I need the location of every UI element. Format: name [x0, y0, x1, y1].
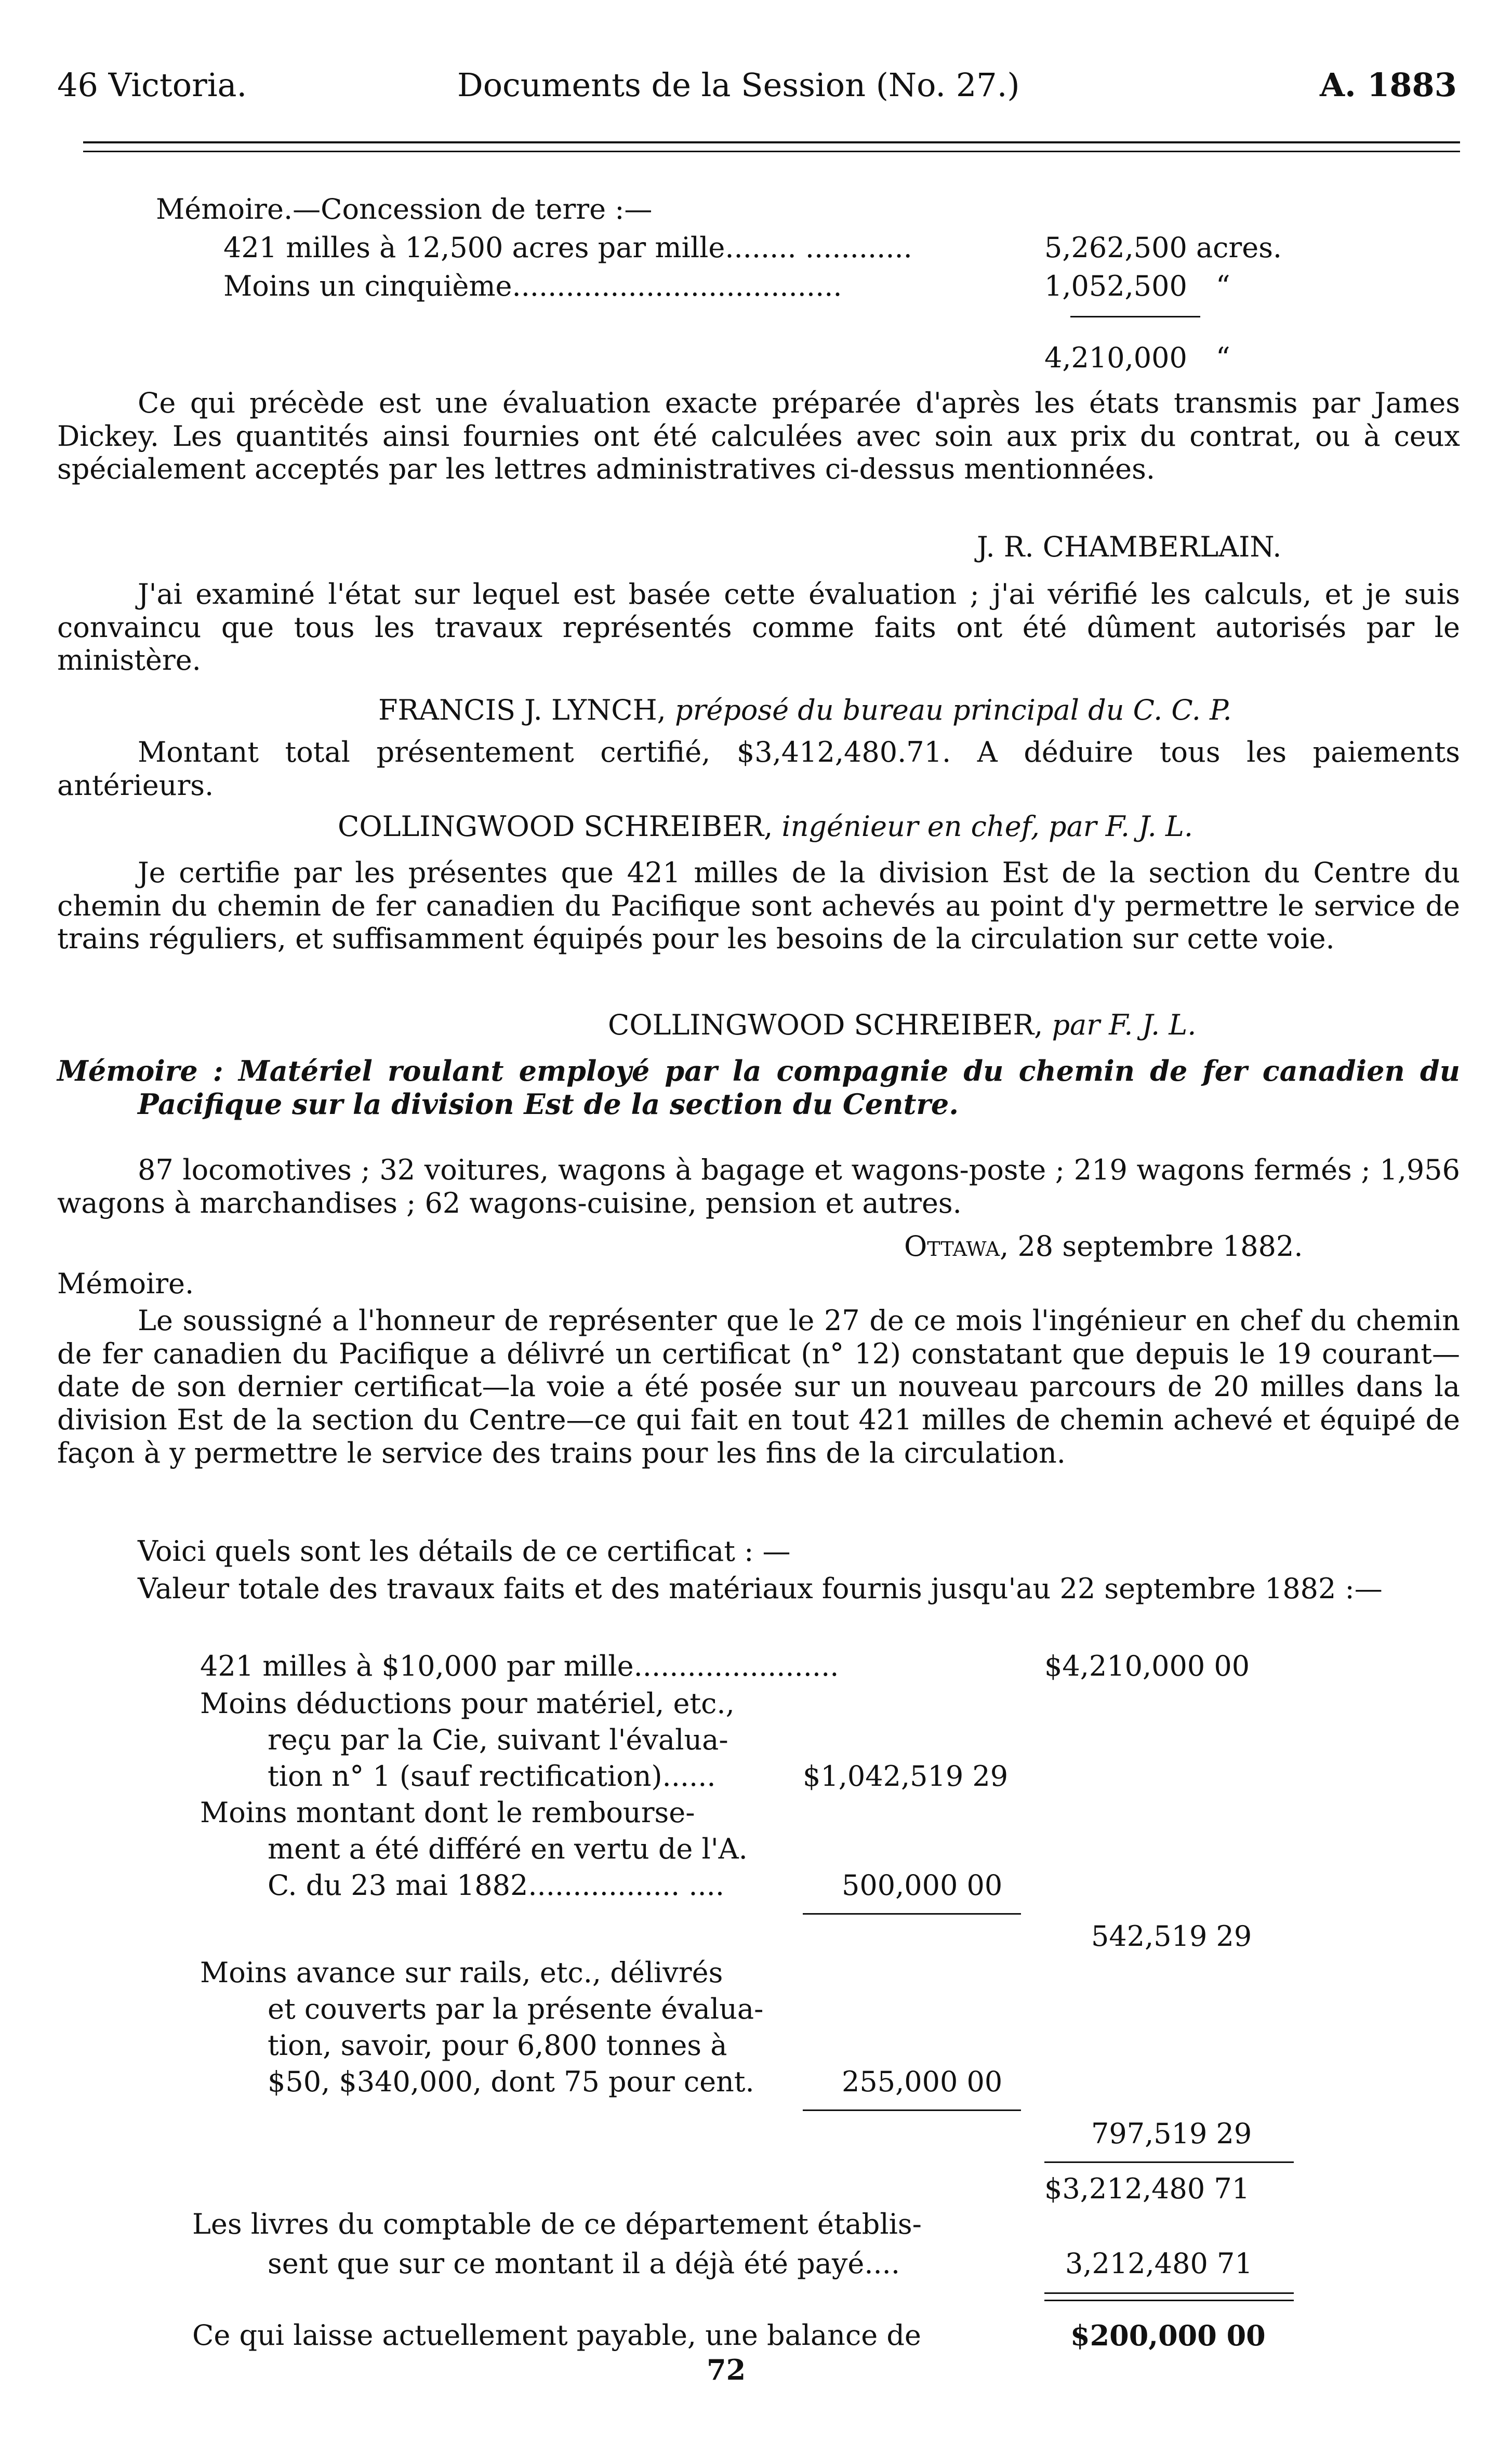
- account-balance-value: $200,000 00: [1070, 2319, 1266, 2352]
- account-row-deductions-l1: Moins déductions pour matériel, etc.,: [200, 1687, 735, 1720]
- paragraph-total-value: Valeur totale des travaux faits et des matériaux fournis jusqu'au 22 septembre 1882 :—: [138, 1572, 1383, 1605]
- account-net-rule: [1044, 2161, 1294, 2163]
- account-row-miles-label: 421 milles à $10,000 par mille.......................: [200, 1650, 839, 1682]
- signature-schreiber-2-title: par F. J. L.: [1052, 1008, 1197, 1041]
- account-row-deferred-value: 500,000 00: [842, 1869, 1003, 1902]
- signature-lynch-title: préposé du bureau principal du C. C. P.: [675, 694, 1232, 726]
- signature-schreiber-2-name: COLLINGWOOD SCHREIBER,: [608, 1008, 1043, 1041]
- signature-schreiber-1-name: COLLINGWOOD SCHREIBER,: [338, 810, 773, 843]
- account-books-l1: Les livres du comptable de ce département établis-: [192, 2208, 922, 2240]
- account-subtotal-2-value: 797,519 29: [1091, 2117, 1252, 2150]
- paragraph-details-intro: Voici quels sont les détails de ce certificat : —: [138, 1535, 791, 1568]
- header-center: Documents de la Session (No. 27.): [457, 66, 1020, 104]
- account-balance-rule-1: [1044, 2292, 1294, 2294]
- memoire1-line2-value: 1,052,500: [1044, 270, 1187, 302]
- account-books-l2: sent que sur ce montant il a déjà été payé....: [268, 2247, 900, 2280]
- memoire1-line2-label: Moins un cinquième.....................................: [223, 270, 842, 302]
- memoire1-line1-label: 421 milles à 12,500 acres par mille........ ............: [223, 231, 912, 264]
- memoire1-line2-ditto: “: [1216, 270, 1230, 302]
- account-row-rails-l1: Moins avance sur rails, etc., délivrés: [200, 1956, 723, 1989]
- dateline-date: 28 septembre 1882.: [1017, 1230, 1303, 1263]
- account-balance-rule-2: [1044, 2300, 1294, 2301]
- account-row-deferred-l3: C. du 23 mai 1882................. ....: [268, 1869, 725, 1902]
- account-row-deferred-l1: Moins montant dont le rembourse-: [200, 1796, 695, 1829]
- paragraph-rolling-stock: 87 locomotives ; 32 voitures, wagons à bagage et wagons-poste ; 219 wagons fermés ; 1,956 wagons à marchandises ; 62 wagons-cuisine, pension et autres.: [57, 1153, 1460, 1219]
- paragraph-evaluation: Ce qui précède est une évaluation exacte préparée d'après les états transmis par James Dickey. Les quantités ainsi fournies ont été calculées avec soin aux prix du contrat, ou à ceux spécialement acceptés par les lettres administratives ci-dessus mentionnées.: [57, 387, 1460, 486]
- account-subtotal-rule-1: [803, 1913, 1021, 1915]
- memoire2-heading: Mémoire : Matériel roulant employé par la compagnie du chemin de fer canadien du Pacifique sur la division Est de la section du Centre.: [57, 1054, 1460, 1121]
- signature-chamberlain: J. R. CHAMBERLAIN.: [977, 530, 1282, 563]
- account-balance-label: Ce qui laisse actuellement payable, une balance de: [192, 2319, 921, 2352]
- paragraph-representation: Le soussigné a l'honneur de représenter que le 27 de ce mois l'ingénieur en chef du chemin de fer canadien du Pacifique a délivré un certificat (n° 12) constatant que depuis le 19 courant—date de son dernier certificat—la voie a été posée sur un nouveau parcours de 20 milles dans la division Est de la section du Centre—ce qui fait en tout 421 milles de chemin achevé et équipé de façon à y permettre le service des trains pour les fins de la circulation.: [57, 1304, 1460, 1469]
- memoire1-total-value: 4,210,000: [1044, 341, 1187, 374]
- header-rule-top: [83, 141, 1460, 143]
- account-row-rails-l3: tion, savoir, pour 6,800 tonnes à: [268, 2029, 727, 2062]
- dateline: [904, 1230, 1303, 1263]
- account-row-deferred-l2: ment a été différé en vertu de l'A.: [268, 1833, 748, 1865]
- header-rule-bottom: [83, 151, 1460, 152]
- account-row-deductions-value: $1,042,519 29: [803, 1760, 1009, 1793]
- paragraph-examination: J'ai examiné l'état sur lequel est basée cette évaluation ; j'ai vérifié les calculs, et je suis convaincu que tous les travaux représentés comme faits ont été dûment autorisés par le ministère.: [57, 578, 1460, 677]
- account-subtotal-rule-2: [803, 2109, 1021, 2111]
- paragraph-certification: Je certifie par les présentes que 421 milles de la division Est de la section du Centre du chemin du chemin de fer canadien du Pacifique sont achevés au point d'y permettre le service de trains réguliers, et suffisamment équipés pour les besoins de la circulation sur cette voie.: [57, 856, 1460, 956]
- memoire1-line1-value: 5,262,500 acres.: [1044, 231, 1282, 264]
- memoire3-title: Mémoire.: [57, 1267, 194, 1300]
- account-subtotal-1-value: 542,519 29: [1091, 1920, 1252, 1953]
- header-right: A. 1883: [1320, 66, 1457, 104]
- memoire1-title: Mémoire.—Concession de terre :—: [156, 193, 653, 225]
- account-row-deductions-l3: tion n° 1 (sauf rectification)......: [268, 1760, 716, 1793]
- signature-schreiber-1: [338, 811, 1193, 843]
- signature-schreiber-2: [608, 1009, 1196, 1041]
- account-row-rails-value: 255,000 00: [842, 2065, 1003, 2098]
- account-net-value: $3,212,480 71: [1044, 2172, 1250, 2205]
- account-row-miles-value: $4,210,000 00: [1044, 1650, 1250, 1682]
- account-row-rails-l4: $50, $340,000, dont 75 pour cent.: [268, 2065, 754, 2098]
- memoire1-sum-rule: [1070, 316, 1200, 317]
- page-number: 72: [707, 2353, 746, 2386]
- dateline-city: Ottawa,: [904, 1230, 1009, 1263]
- memoire1-total-ditto: “: [1216, 341, 1230, 374]
- account-row-deductions-l2: reçu par la Cie, suivant l'évalua-: [268, 1723, 728, 1756]
- signature-lynch: [378, 694, 1232, 726]
- signature-schreiber-1-title: ingénieur en chef, par F. J. L.: [781, 810, 1193, 843]
- signature-lynch-name: FRANCIS J. LYNCH,: [378, 694, 666, 726]
- paragraph-amount-certified: Montant total présentement certifié, $3,412,480.71. A déduire tous les paiements antérieurs.: [57, 736, 1460, 802]
- header-left: 46 Victoria.: [57, 66, 247, 104]
- account-row-rails-l2: et couverts par la présente évalua-: [268, 1993, 764, 2025]
- account-books-value: 3,212,480 71: [1065, 2247, 1253, 2280]
